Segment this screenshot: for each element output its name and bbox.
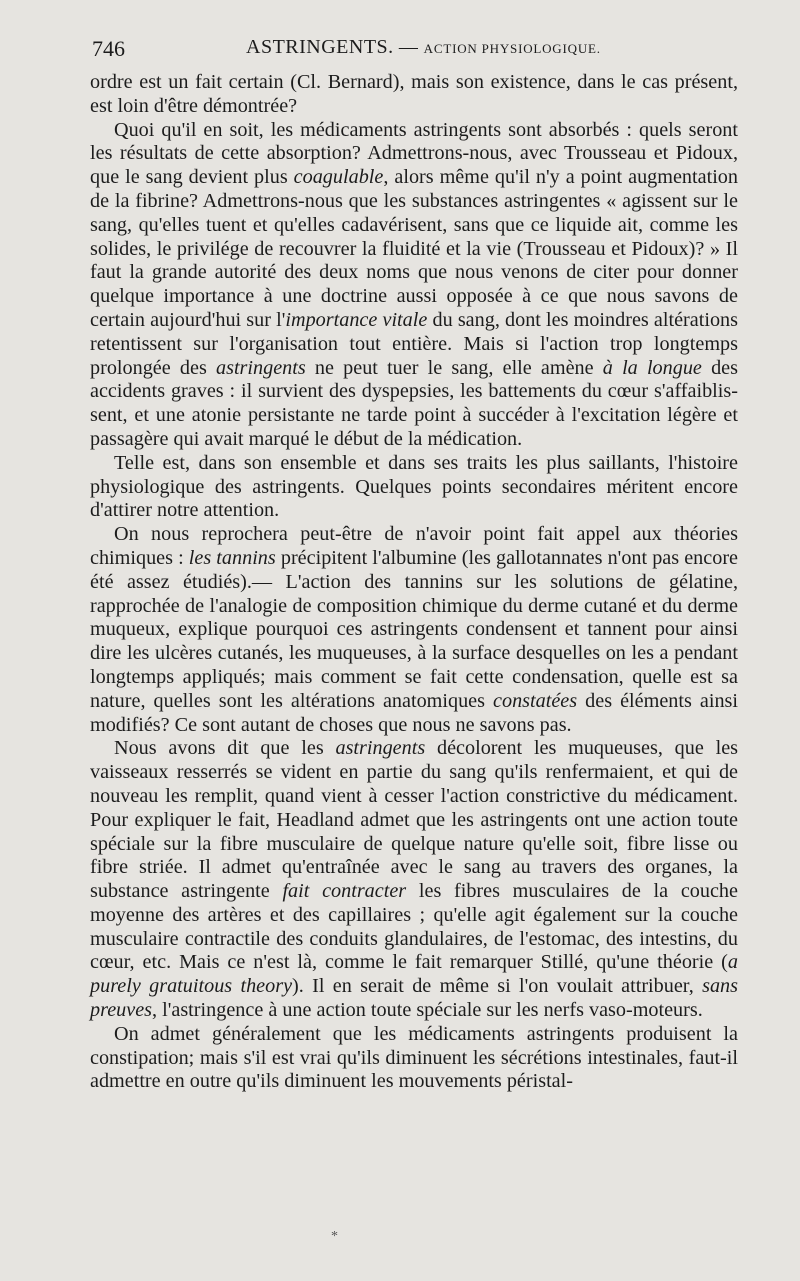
text-run: On admet généralement que les médicaments astringents produisent la constipation; mais s'il est vrai qu'ils diminuent les sécrétions intestinales, faut-il admettre en outre qu'ils diminuent les mouvements péristal- — [90, 1022, 738, 1093]
paragraph — [90, 71, 738, 119]
text-run: , alors même qu'il n'y a point augmentation de la fibrine? Admettrons-nous que les substances astringentes « agissent sur le sang, qu'elles tuent et qu'elles cadavérisent, sans que ce liquide ait, comme les solides, le privilége de recouvrer la fluidité et la vie (Trousseau et Pidoux)? » Il faut la grande autorité des deux noms que nous venons de citer pour donner quelque importance à une doctrine aussi opposée à ce que nous savons de certain aujourd'hui sur l' — [90, 166, 738, 331]
paragraph — [90, 119, 738, 452]
text-run: Quoi qu'il en soit, les médicaments astringents sont absorbés : quels seront les résultats de cette absorption? Admettrons-nous, avec Trousseau et Pidoux, que le sang devient plus — [90, 118, 738, 189]
text-run: des accidents graves : il survient des dyspepsies, les battements du cœur s'affaiblissent, et une atonie persistante ne tarde point à succéder à l'excitation légère et passagère qui avait marqué le début de la médication. — [90, 356, 738, 450]
footer-mark: * — [331, 1229, 338, 1244]
running-title-main: ASTRINGENTS. — [246, 36, 394, 58]
italic-text: a purely gratuitous theory — [90, 951, 738, 998]
text-run: ). Il en serait de même si l'on voulait attribuer, — [292, 975, 703, 998]
text-run: , l'astringence à une action toute spéciale sur les nerfs vaso-moteurs. — [152, 999, 703, 1022]
italic-text: sans preuves — [90, 975, 738, 1022]
running-title-dash: — — [393, 37, 424, 58]
text-run: Nous avons dit que les — [114, 737, 336, 760]
text-run: décolorent les muqueuses, que les vaisseaux resserrés se vident en partie du sang qu'ils renfermaient, et qui de nouveau les remplit, quand vient à cesser l'action constrictive du médicament. Pour expliquer le fait, Headland admet que les astringents ont une action toute spéciale sur la fibre musculaire de quelque nature qu'elle soit, fibre lisse ou fibre striée. Il admet qu'entraînée avec le sang au travers des organes, la substance astringente — [90, 737, 739, 903]
italic-text: astringents — [216, 356, 306, 379]
italic-text: constatées — [493, 689, 578, 712]
page-number: 746 — [92, 36, 125, 61]
running-title-subtitle: ACTION PHYSIOLOGIQUE. — [423, 41, 601, 56]
text-run: des éléments ainsi modifiés? Ce sont autant de choses que nous ne savons pas. — [90, 689, 738, 736]
paragraph — [90, 1023, 738, 1094]
italic-text: fait contracter — [282, 880, 407, 903]
paragraph — [90, 523, 738, 737]
italic-text: les tannins — [188, 546, 276, 569]
text-run: ordre est un fait certain (Cl. Bernard), mais son existence, dans le cas présent, est loin d'être démontrée? — [90, 71, 738, 117]
italic-text: à la longue — [602, 356, 702, 379]
text-run: On nous reprochera peut-être de n'avoir point fait appel aux théories chimiques : — [90, 523, 738, 569]
text-run: du sang, dont les moindres altérations retentissent sur l'organisation tout entière. Mais si l'action trop longtemps prolongée des — [90, 308, 738, 379]
text-run: les fibres musculaires de la couche moyenne des artères et des capillaires ; qu'elle agit également sur la couche musculaire contractile des conduits glandulaires, de l'estomac, des intestins, du cœur, etc. Mais ce n'est là, comme le fait remarquer Stillé, qu'une théorie ( — [90, 880, 738, 974]
paragraph — [90, 737, 738, 1023]
page-header — [90, 36, 738, 66]
text-run: Telle est, dans son ensemble et dans ses traits les plus saillants, l'histoire physiologique des astringents. Quelques points secondaires méritent encore d'attirer notre attention. — [90, 451, 738, 522]
text-run: ne peut tuer le sang, elle amène — [305, 356, 603, 379]
italic-text: coagulable — [293, 166, 384, 189]
text-run: précipitent l'albumine (les gallotannates n'ont pas encore été assez étudiés).— L'action des tannins sur les solutions de gélatine, rapprochée de l'analogie de composition chimique du derme cutané et du derme muqueux, explique pourquoi ces astringents condensent et tannent pour ainsi dire les ulcères cutanés, les muqueuses, à la surface desquelles on les a pendant longtemps appliqués; mais comment se fait cette condensation, quelle est sa nature, quelles sont les altérations anatomiques — [90, 546, 739, 712]
italic-text: importance vitale — [285, 308, 428, 331]
running-title — [246, 36, 601, 59]
italic-text: astringents — [335, 737, 426, 760]
paragraph — [90, 452, 738, 523]
body-text — [90, 71, 738, 1094]
